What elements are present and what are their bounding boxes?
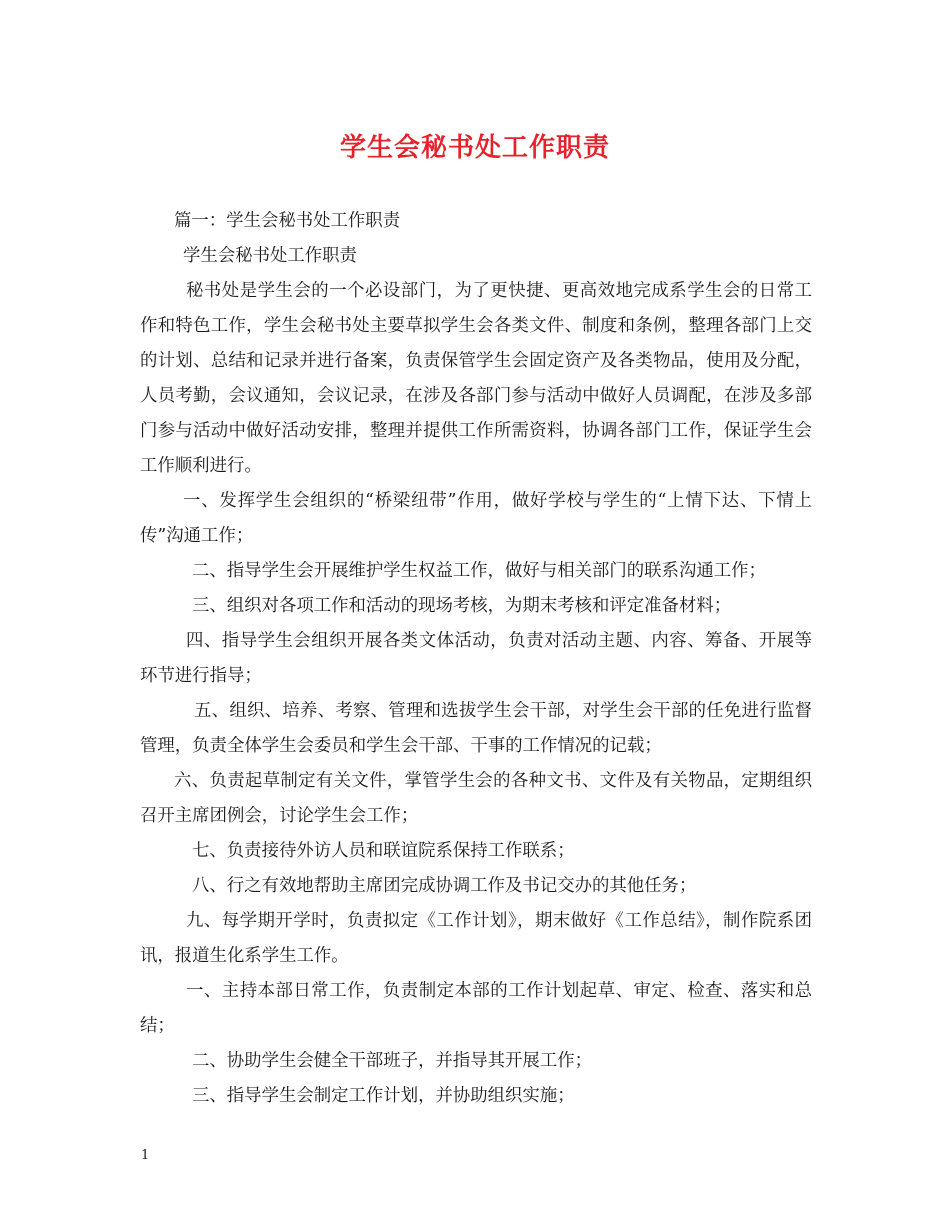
paragraph: 八、行之有效地帮助主席团完成协调工作及书记交办的其他任务；: [192, 876, 697, 896]
paragraph: 二、协助学生会健全干部班子，并指导其开展工作；: [192, 1051, 592, 1071]
paragraph: 五、组织、培养、考察、管理和选拔学生会干部，对学生会干部的任免进行监督管理，负责全体学生会委员和学生会干部、干事的工作情况的记载；: [140, 701, 812, 756]
page-number: 1: [141, 1148, 150, 1163]
paragraph: 二、指导学生会开展维护学生权益工作，做好与相关部门的联系沟通工作；: [192, 561, 766, 581]
document-title: 学生会秘书处工作职责: [339, 133, 610, 163]
paragraph: 四、指导学生会组织开展各类文体活动，负责对活动主题、内容、筹备、开展等环节进行指导；: [140, 631, 812, 686]
paragraph: 九、每学期开学时，负责拟定《工作计划》，期末做好《工作总结》，制作院系团讯，报道生化系学生工作。: [140, 911, 812, 966]
paragraph: 秘书处是学生会的一个必设部门，为了更快捷、更高效地完成系学生会的日常工作和特色工作，学生会秘书处主要草拟学生会各类文件、制度和条例，整理各部门上交的计划、总结和记录并进行备案，负责保管学生会固定资产及各类物品，使用及分配，人员考勤，会议通知，会议记录，在涉及各部门参与活动中做好人员调配，在涉及多部门参与活动中做好活动安排，整理并提供工作所需资料，协调各部门工作，保证学生会工作顺利进行。: [140, 281, 812, 476]
paragraph: 一、主持本部日常工作，负责制定本部的工作计划起草、审定、检查、落实和总结；: [140, 981, 812, 1036]
paragraph: 篇一：学生会秘书处工作职责: [174, 211, 401, 231]
paragraph: 三、组织对各项工作和活动的现场考核，为期末考核和评定准备材料；: [192, 596, 732, 616]
document-body: [140, 204, 812, 1114]
paragraph: 一、发挥学生会组织的“桥梁纽带”作用，做好学校与学生的“上情下达、下情上传”沟通工作；: [140, 491, 812, 546]
paragraph: 学生会秘书处工作职责: [183, 246, 357, 266]
paragraph: 六、负责起草制定有关文件，掌管学生会的各种文书、文件及有关物品，定期组织召开主席团例会，讨论学生会工作；: [140, 771, 812, 826]
paragraph: 七、负责接待外访人员和联谊院系保持工作联系；: [192, 841, 575, 861]
paragraph: 三、指导学生会制定工作计划，并协助组织实施；: [192, 1086, 575, 1106]
